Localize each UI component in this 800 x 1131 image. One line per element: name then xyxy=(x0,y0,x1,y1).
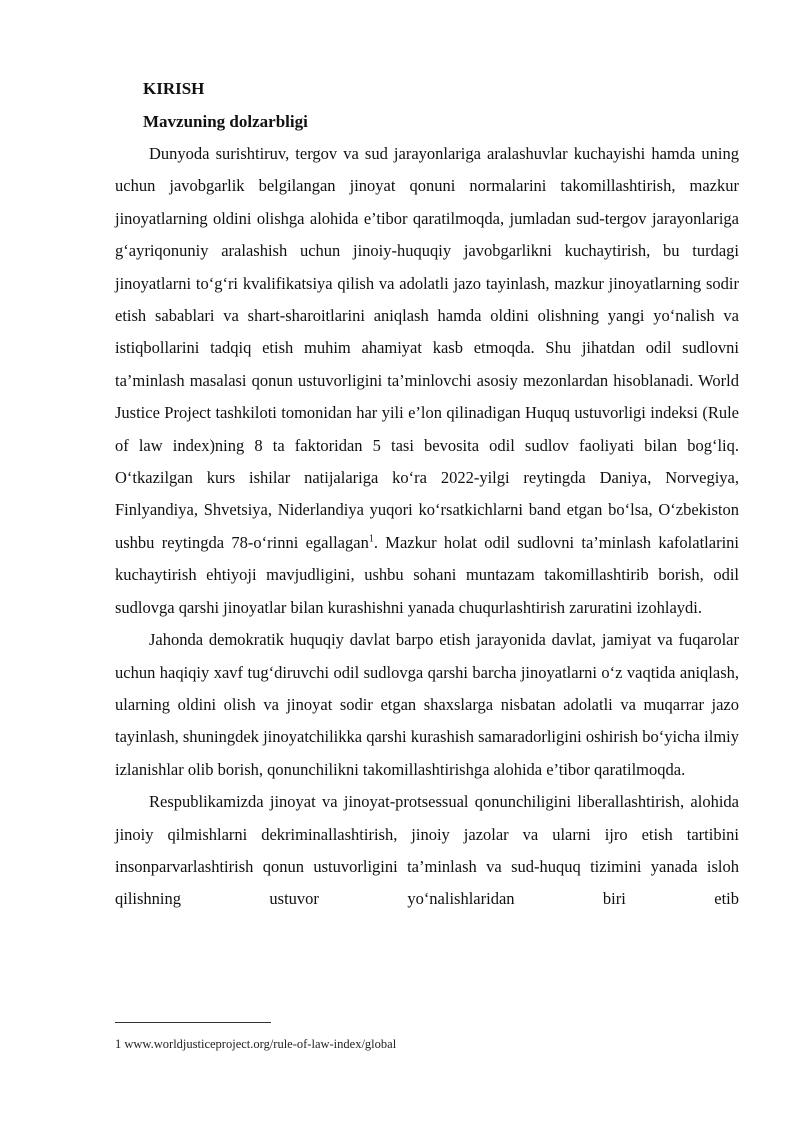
footnote-divider xyxy=(115,1022,271,1023)
paragraph-3: Respublikamizda jinoyat va jinoyat-protsessual qonunchiligini liberallashtirish, alohida jinoiy qilmishlarni dekriminallashtirish, jinoiy jazolar va ularni ijro etish tartibini insonparvarlashtirish qonun ustuvorligini ta’minlash va sud-huquq tizimini yanada isloh qilishning ustuvor yo‘nalishlaridan biri etib xyxy=(115,792,739,909)
section-heading-relevance: Mavzuning dolzarbligi xyxy=(143,112,308,131)
paragraph-1-text-start: Dunyoda surishtiruv, tergov va sud jarayonlariga aralashuvlar kuchayishi hamda uning uchun javobgarlik belgilangan jinoyat qonuni normalarini takomillashtirish, mazkur jinoyatlarning oldini olishga alohida e’tibor qaratilmoqda, jumladan sud-tergov jarayonlariga g‘ayriqonuniy aralashish uchun jinoiy-huquqiy javobgarlikni kuchaytirish, bu turdagi jinoyatlarni to‘g‘ri kvalifikatsiya qilish va adolatli jazo tayinlash, mazkur jinoyatlarning sodir etish sabablari va shart-sharoitlarini aniqlash hamda oldini olishning yangi yo‘nalish va istiqbollarini tadqiq etish muhim ahamiyat kasb etmoqda. Shu jihatdan odil sudlovni ta’minlash masalasi qonun ustuvorligini ta’minlovchi asosiy mezonlardan hisoblanadi. World Justice Project tashkiloti tomonidan har yili e’lon qilinadigan Huquq ustuvorligi indeksi (Rule of law index)ning 8 ta faktoridan 5 tasi bevosita odil sudlov faoliyati bilan bog‘liq. O‘tkazilgan kurs ishilar natijalariga ko‘ra 2022-yilgi reytingda Daniya, Norvegiya, Finlyandiya, Shvetsiya, Niderlandiya yuqori ko‘rsatkichlarni band etgan bo‘lsa, O‘zbekiston ushbu reytingda 78-o‘rinni egallagan xyxy=(115,144,739,552)
section-heading-intro: KIRISH xyxy=(143,79,205,98)
footnote-text: 1 www.worldjusticeproject.org/rule-of-law-index/global xyxy=(115,1037,397,1051)
footnote-reference: 1 xyxy=(368,533,374,545)
paragraph-1 xyxy=(115,138,739,624)
paragraph-2: Jahonda demokratik huquqiy davlat barpo etish jarayonida davlat, jamiyat va fuqarolar uchun haqiqiy xavf tug‘diruvchi odil sudlovga qarshi barcha jinoyatlarni o‘z vaqtida aniqlash, ularning oldini olish va jinoyat sodir etgan shaxslarga nisbatan adolatli va muqarrar jazo tayinlash, shuningdek jinoyatchilikka qarshi kurashish samaradorligini oshirish bo‘yicha ilmiy izlanishlar olib borish, qonunchilikni takomillashtirishga alohida e’tibor qaratilmoqda. xyxy=(115,630,739,779)
paragraph-1-text-end: . Mazkur holat odil sudlovni ta’minlash kafolatlarini kuchaytirish ehtiyoji mavjudligini, ushbu sohani muntazam takomillashtirib borish, odil sudlovga qarshi jinoyatlar bilan kurashishni yanada chuqurlashtirish zaruratini izohlaydi. xyxy=(115,532,739,617)
document-body xyxy=(115,72,739,916)
